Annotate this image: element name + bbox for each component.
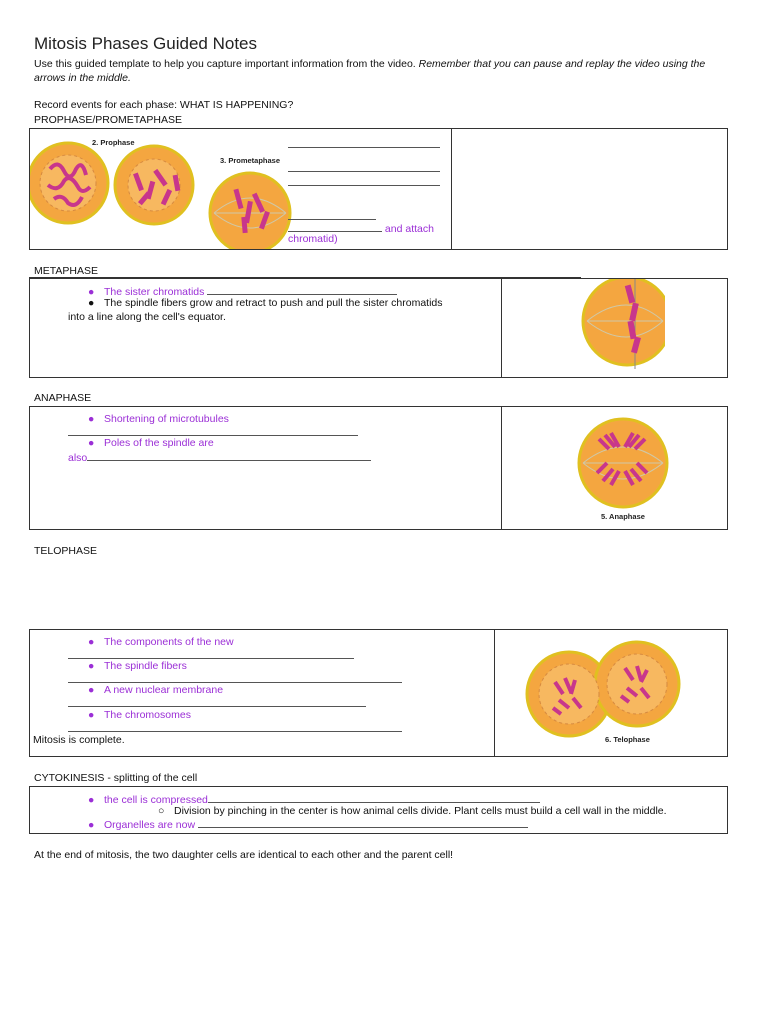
metaphase-box <box>29 278 728 378</box>
prophase-blank-2 <box>288 161 440 176</box>
anaphase-caption: 5. Anaphase <box>601 512 645 521</box>
telophase-item-4: ● The chromosomes <box>88 709 191 721</box>
telophase-caption: 6. Telophase <box>605 735 650 744</box>
telophase-illustration <box>525 638 685 750</box>
prometaphase-caption: 3. Prometaphase <box>220 156 281 165</box>
metaphase-item-2-cont: into a line along the cell's equator. <box>68 311 226 323</box>
anaphase-illustration <box>575 417 675 523</box>
prophase-attach-text: and attach <box>384 223 434 235</box>
cytokinesis-item-1: ● the cell is compressed <box>88 792 540 807</box>
metaphase-illustration <box>575 279 665 369</box>
prophase-box <box>29 128 728 250</box>
prophase-chromatid-text: chromatid) <box>288 233 338 245</box>
prophase-blank-1 <box>288 137 440 152</box>
cytokinesis-item-2: ● Organelles are now <box>88 817 528 832</box>
anaphase-item-1: ● Shortening of microtubules <box>88 413 229 425</box>
telophase-footer: Mitosis is complete. <box>33 734 125 746</box>
telophase-item-3: ● A new nuclear membrane <box>88 684 224 696</box>
cytokinesis-heading: CYTOKINESIS - splitting of the cell <box>34 772 198 784</box>
anaphase-item-2: ● Poles of the spindle are <box>88 437 214 449</box>
telophase-item-2: ● The spindle fibers <box>88 660 187 672</box>
metaphase-heading: METAPHASE <box>34 265 98 277</box>
telophase-box <box>29 629 728 757</box>
telophase-heading: TELOPHASE <box>34 545 98 557</box>
prophase-heading: PROPHASE/PROMETAPHASE <box>34 114 183 126</box>
record-instructions: Record events for each phase: WHAT IS HAPPENING? <box>34 99 294 111</box>
intro-text <box>34 57 734 85</box>
anaphase-box <box>29 406 728 530</box>
prophase-caption: 2. Prophase <box>92 138 135 147</box>
anaphase-heading: ANAPHASE <box>34 392 92 404</box>
cytokinesis-sub-item: ○ Division by pinching in the center is how animal cells divide. Plant cells must build a cell wall in the middle. <box>158 805 667 817</box>
anaphase-item-2-cont: also <box>68 450 371 465</box>
metaphase-item-1: ● The sister chromatids <box>88 284 397 299</box>
prophase-blank-3 <box>288 175 440 190</box>
telophase-item-1: ● The components of the new <box>88 636 234 648</box>
conclusion-text: At the end of mitosis, the two daughter cells are identical to each other and the parent cell! <box>34 849 454 861</box>
intro-italic: Remember that you can pause and replay the video using the arrows in the middle. <box>34 58 706 84</box>
page-title: Mitosis Phases Guided Notes <box>34 34 257 53</box>
cytokinesis-box <box>29 786 728 834</box>
intro-plain: Use this guided template to help you capture important information from the video. <box>34 58 419 70</box>
metaphase-item-2: ● The spindle fibers grow and retract to push and pull the sister chromatids <box>88 297 443 309</box>
